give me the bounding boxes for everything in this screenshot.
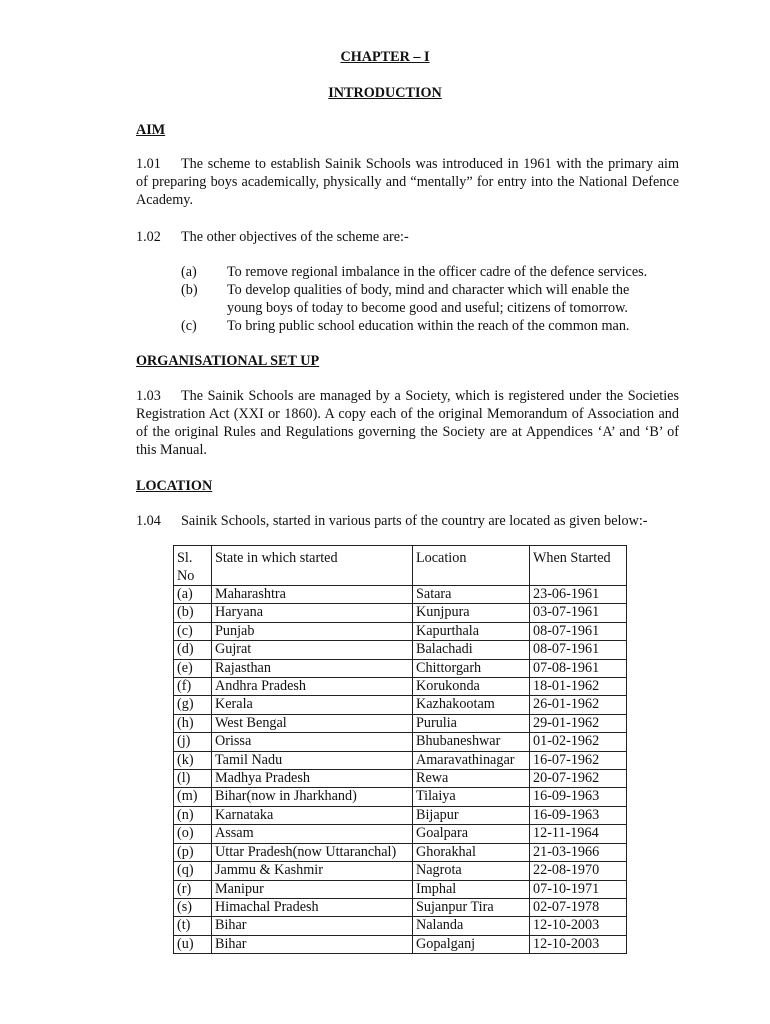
- cell-when-started: 29-01-1962: [530, 714, 627, 732]
- cell-sl-no: (f): [174, 678, 212, 696]
- cell-location: Ghorakhal: [413, 843, 530, 861]
- table-row: [174, 806, 627, 824]
- cell-location: Chittorgarh: [413, 659, 530, 677]
- paragraph-number: 1.01: [136, 156, 161, 172]
- paragraph-number: 1.03: [136, 388, 161, 404]
- cell-sl-no: (l): [174, 770, 212, 788]
- table-row: [174, 862, 627, 880]
- cell-location: Nalanda: [413, 917, 530, 935]
- cell-state: Uttar Pradesh(now Uttaranchal): [212, 843, 413, 861]
- objective-text: To bring public school education within the reach of the common man.: [227, 318, 630, 334]
- cell-when-started: 22-08-1970: [530, 862, 627, 880]
- cell-location: Kazhakootam: [413, 696, 530, 714]
- paragraph-1-04: [136, 512, 679, 530]
- cell-state: Gujrat: [212, 641, 413, 659]
- cell-location: Sujanpur Tira: [413, 898, 530, 916]
- cell-state: Bihar: [212, 935, 413, 953]
- cell-location: Kapurthala: [413, 622, 530, 640]
- cell-state: Jammu & Kashmir: [212, 862, 413, 880]
- aim-heading: AIM: [136, 122, 166, 138]
- cell-location: Amaravathinagar: [413, 751, 530, 769]
- cell-sl-no: (s): [174, 898, 212, 916]
- cell-sl-no: (k): [174, 751, 212, 769]
- paragraph-text: Sainik Schools, started in various parts of the country are located as given below:-: [181, 513, 648, 529]
- objective-text: To develop qualities of body, mind and character which will enable the young boys of today to become good and useful; citizens of tomorrow.: [227, 282, 630, 316]
- table-row: [174, 641, 627, 659]
- organisational-heading: ORGANISATIONAL SET UP: [136, 353, 320, 369]
- cell-when-started: 26-01-1962: [530, 696, 627, 714]
- cell-state: Punjab: [212, 622, 413, 640]
- paragraph-1-01: [136, 155, 679, 209]
- cell-location: Imphal: [413, 880, 530, 898]
- cell-sl-no: (t): [174, 917, 212, 935]
- cell-location: Tilaiya: [413, 788, 530, 806]
- cell-sl-no: (u): [174, 935, 212, 953]
- cell-state: West Bengal: [212, 714, 413, 732]
- header-location: Location: [413, 546, 530, 586]
- introduction-title: INTRODUCTION: [328, 85, 442, 101]
- table-row: [174, 825, 627, 843]
- cell-sl-no: (d): [174, 641, 212, 659]
- cell-when-started: 16-09-1963: [530, 788, 627, 806]
- table-row: [174, 678, 627, 696]
- table-row: [174, 751, 627, 769]
- cell-sl-no: (n): [174, 806, 212, 824]
- schools-table: [173, 545, 627, 954]
- cell-when-started: 07-08-1961: [530, 659, 627, 677]
- cell-state: Tamil Nadu: [212, 751, 413, 769]
- paragraph-text: The other objectives of the scheme are:-: [181, 229, 409, 245]
- table-header-row: [174, 546, 627, 586]
- table-row: [174, 917, 627, 935]
- table-row: [174, 659, 627, 677]
- paragraph-1-02: [136, 228, 679, 246]
- cell-location: Kunjpura: [413, 604, 530, 622]
- cell-sl-no: (g): [174, 696, 212, 714]
- cell-state: Haryana: [212, 604, 413, 622]
- cell-state: Himachal Pradesh: [212, 898, 413, 916]
- chapter-title: CHAPTER – I: [340, 49, 430, 65]
- cell-when-started: 18-01-1962: [530, 678, 627, 696]
- table-row: [174, 714, 627, 732]
- objective-label: (a): [181, 264, 197, 280]
- cell-sl-no: (e): [174, 659, 212, 677]
- cell-location: Korukonda: [413, 678, 530, 696]
- cell-when-started: 16-09-1963: [530, 806, 627, 824]
- cell-when-started: 20-07-1962: [530, 770, 627, 788]
- cell-state: Assam: [212, 825, 413, 843]
- cell-when-started: 12-10-2003: [530, 917, 627, 935]
- table-row: [174, 898, 627, 916]
- cell-sl-no: (o): [174, 825, 212, 843]
- cell-state: Orissa: [212, 733, 413, 751]
- cell-sl-no: (p): [174, 843, 212, 861]
- cell-location: Gopalganj: [413, 935, 530, 953]
- objective-text: To remove regional imbalance in the officer cadre of the defence services.: [227, 264, 648, 280]
- cell-when-started: 08-07-1961: [530, 641, 627, 659]
- cell-state: Karnataka: [212, 806, 413, 824]
- cell-sl-no: (a): [174, 586, 212, 604]
- table-row: [174, 843, 627, 861]
- location-heading: LOCATION: [136, 478, 213, 494]
- paragraph-1-03: [136, 387, 679, 459]
- objective-label: (b): [181, 282, 198, 298]
- cell-when-started: 03-07-1961: [530, 604, 627, 622]
- cell-sl-no: (h): [174, 714, 212, 732]
- cell-state: Kerala: [212, 696, 413, 714]
- cell-sl-no: (c): [174, 622, 212, 640]
- cell-sl-no: (b): [174, 604, 212, 622]
- paragraph-text: The Sainik Schools are managed by a Society, which is registered under the Societies Registration Act (XXI or 1860). A copy each of the original Memorandum of Association and of the original Rules and Regulations governing the Society are at Appendices ‘A’ and ‘B’ of this Manual.: [136, 388, 679, 458]
- table-row: [174, 788, 627, 806]
- cell-when-started: 16-07-1962: [530, 751, 627, 769]
- cell-state: Bihar(now in Jharkhand): [212, 788, 413, 806]
- table-row: [174, 733, 627, 751]
- header-when-started: When Started: [530, 546, 627, 586]
- cell-when-started: 08-07-1961: [530, 622, 627, 640]
- table-body: [174, 586, 627, 954]
- objective-label: (c): [181, 318, 197, 334]
- cell-when-started: 02-07-1978: [530, 898, 627, 916]
- cell-location: Balachadi: [413, 641, 530, 659]
- cell-location: Goalpara: [413, 825, 530, 843]
- cell-location: Rewa: [413, 770, 530, 788]
- cell-location: Bijapur: [413, 806, 530, 824]
- cell-location: Bhubaneshwar: [413, 733, 530, 751]
- paragraph-number: 1.04: [136, 513, 161, 529]
- header-state: State in which started: [212, 546, 413, 586]
- cell-when-started: 21-03-1966: [530, 843, 627, 861]
- table-row: [174, 770, 627, 788]
- cell-when-started: 12-11-1964: [530, 825, 627, 843]
- cell-state: Rajasthan: [212, 659, 413, 677]
- cell-when-started: 07-10-1971: [530, 880, 627, 898]
- cell-when-started: 12-10-2003: [530, 935, 627, 953]
- cell-location: Satara: [413, 586, 530, 604]
- cell-location: Nagrota: [413, 862, 530, 880]
- cell-state: Madhya Pradesh: [212, 770, 413, 788]
- cell-state: Andhra Pradesh: [212, 678, 413, 696]
- cell-sl-no: (j): [174, 733, 212, 751]
- table-row: [174, 935, 627, 953]
- header-sl-no: Sl. No: [174, 546, 212, 586]
- cell-when-started: 23-06-1961: [530, 586, 627, 604]
- table-row: [174, 586, 627, 604]
- paragraph-number: 1.02: [136, 229, 161, 245]
- paragraph-text: The scheme to establish Sainik Schools was introduced in 1961 with the primary aim of preparing boys academically, physically and “mentally” for entry into the National Defence Academy.: [136, 156, 679, 208]
- cell-sl-no: (r): [174, 880, 212, 898]
- cell-sl-no: (q): [174, 862, 212, 880]
- cell-state: Manipur: [212, 880, 413, 898]
- table-row: [174, 696, 627, 714]
- table-row: [174, 604, 627, 622]
- cell-when-started: 01-02-1962: [530, 733, 627, 751]
- cell-state: Bihar: [212, 917, 413, 935]
- cell-sl-no: (m): [174, 788, 212, 806]
- cell-location: Purulia: [413, 714, 530, 732]
- table-row: [174, 622, 627, 640]
- cell-state: Maharashtra: [212, 586, 413, 604]
- table-row: [174, 880, 627, 898]
